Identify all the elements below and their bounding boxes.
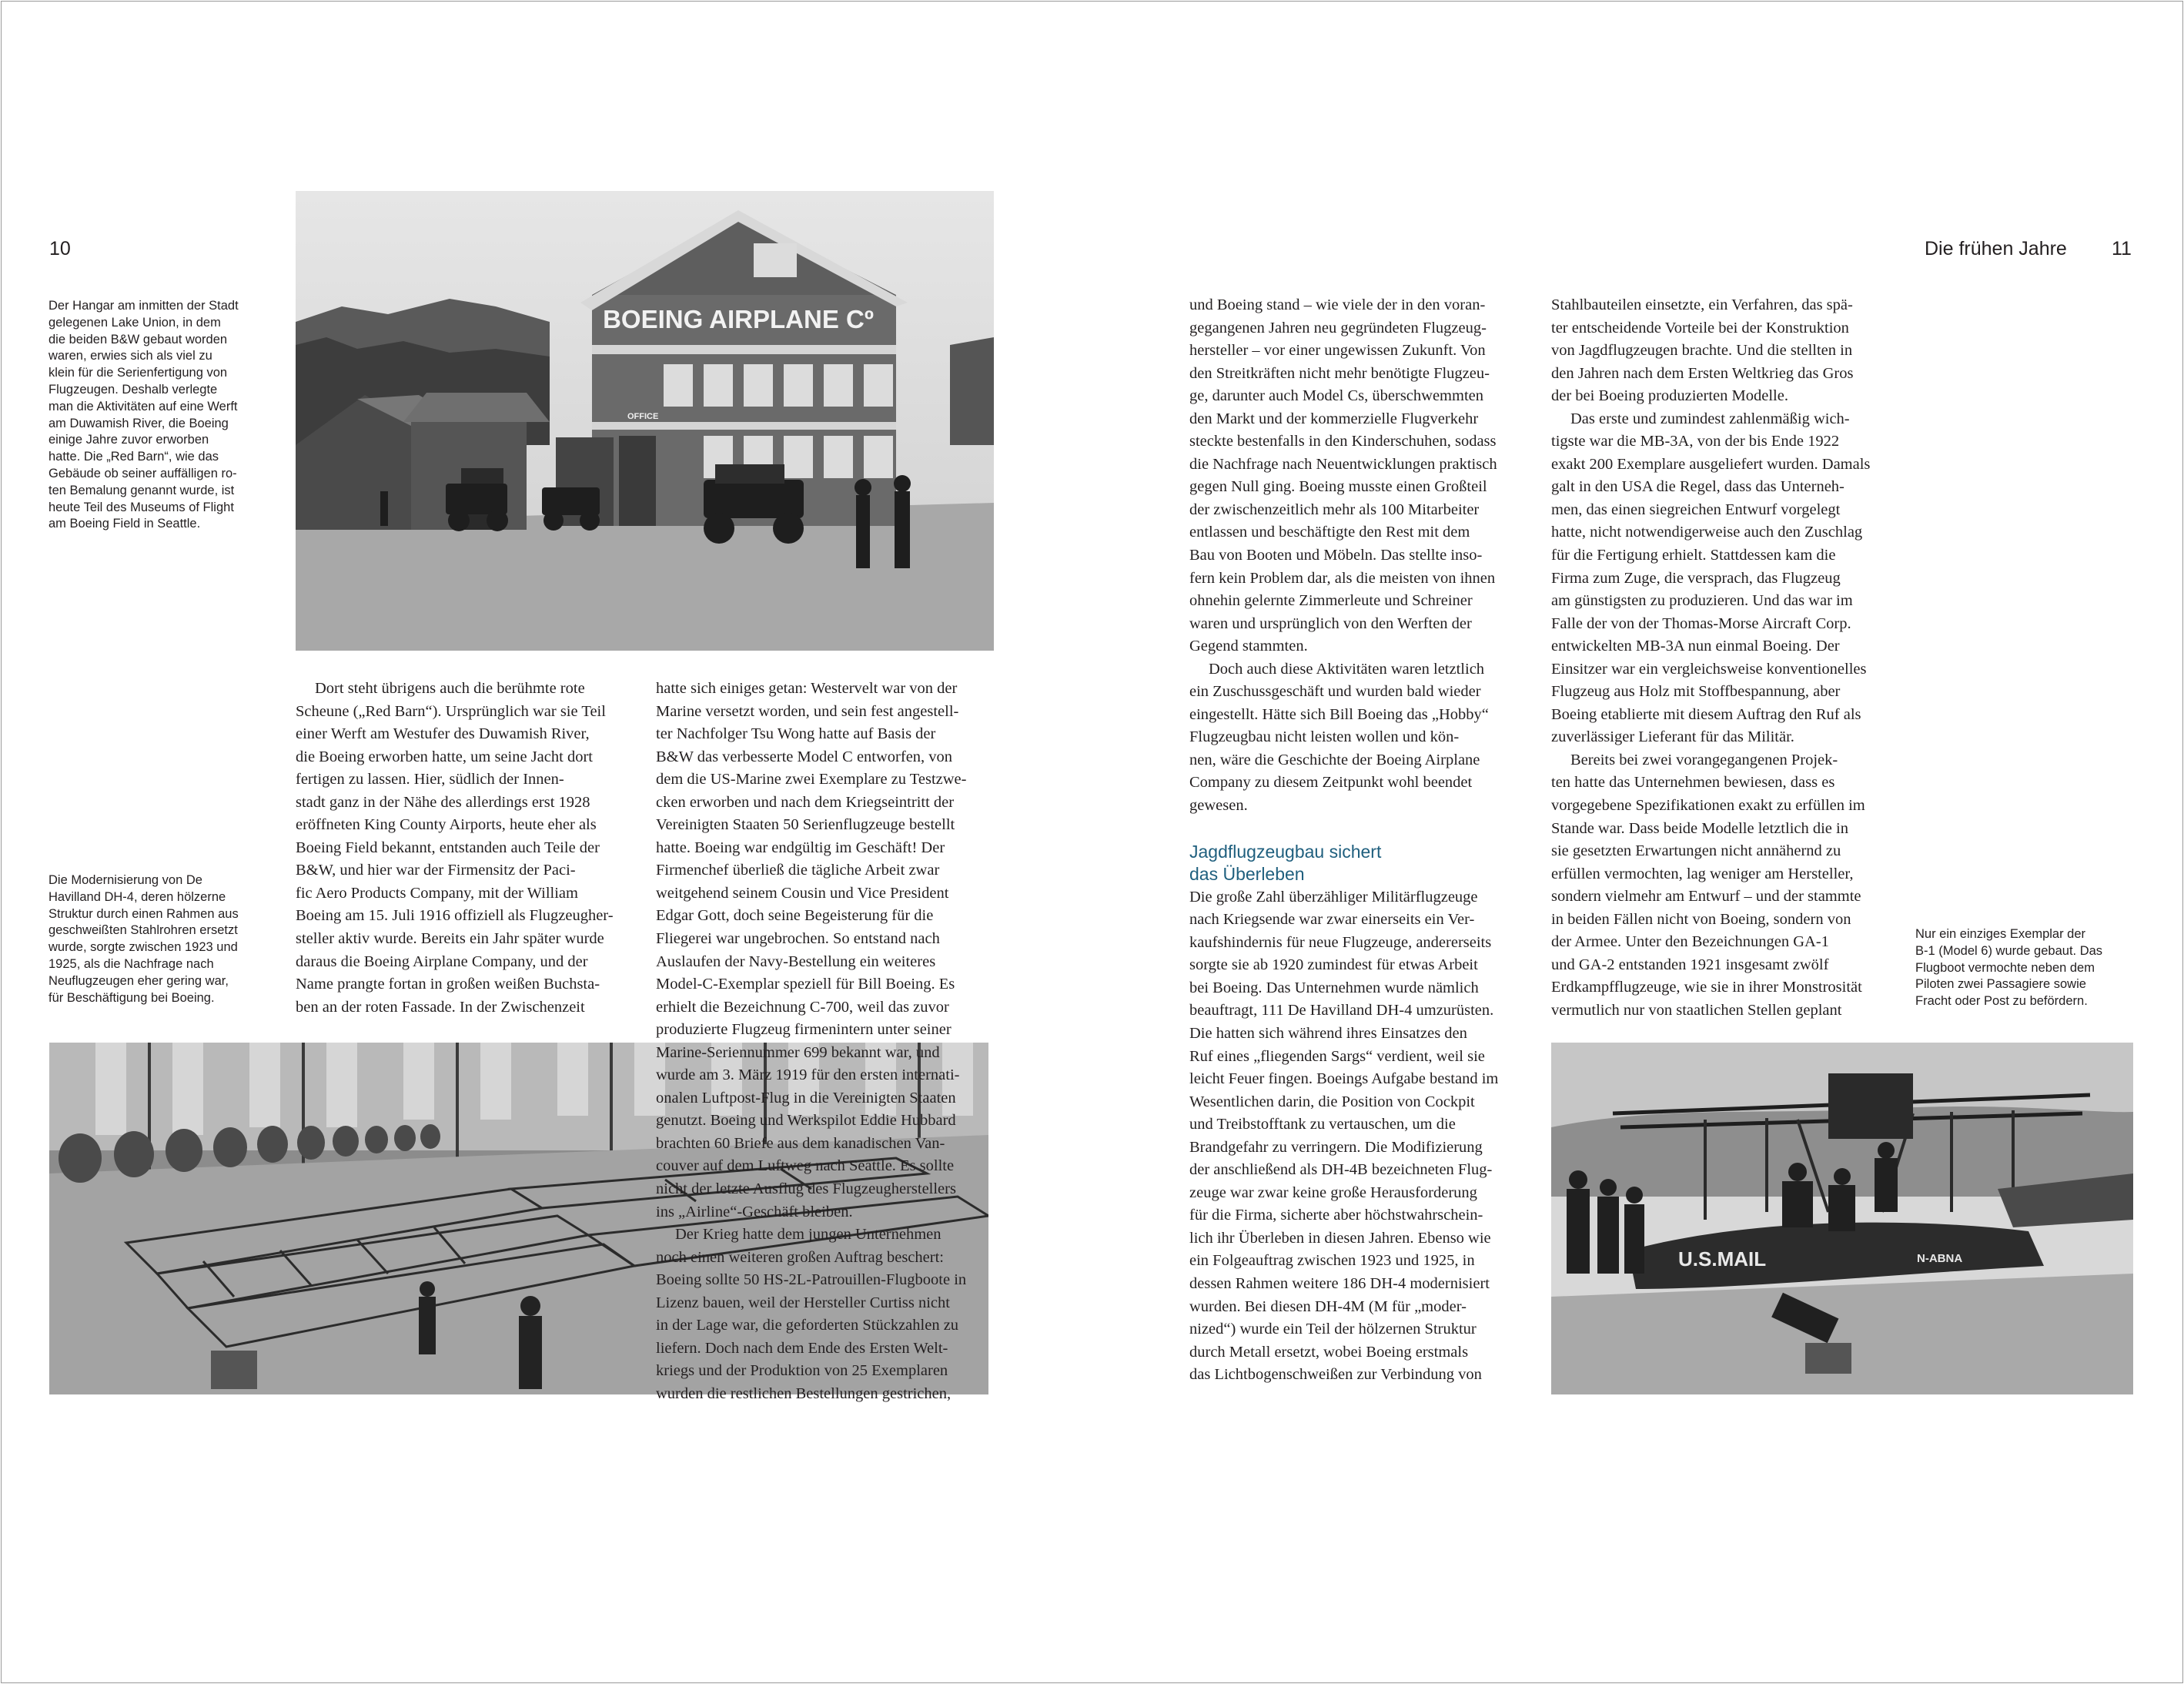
paragraph: Dort steht übrigens auch die berühmte rote Scheune („Red Barn“). Ursprünglich war sie Teil einer Werft am Westufer des Duwamish River, die Boeing erworben hatte, um seine Jacht dort fertigen zu lassen. Hier, südlich der Innen- stadt ganz in der Nähe des allerdings erst 1928 eröffneten King County Airports, heute eher als Boeing Field bekannt, entstanden auch Teile der B&W, und hier war der Firmensitz der Paci- fic Aero Products Company, mit der William Boeing am 15. Juli 1916 offiziell als Flugzeugher- steller aktiv wurde. Bereits ein Jahr später wurde daraus die Boeing Airplane Company, und der Name prangte fortan in großen weißen Buchsta- ben an der roten Fassade. In der Zwischenzeit	[296, 680, 614, 1016]
paragraph: Stahlbauteilen einsetzte, ein Verfahren, das spä- ter entscheidende Vorteile bei der Konstruktion von Jagdflugzeugen brachte. Und die stellten in den Jahren nach dem Ersten Weltkrieg das Gros der bei Boeing produzierten Modelle.	[1551, 296, 1854, 405]
paragraph: Bereits bei zwei vorangegangenen Projek- ten hatte das Unternehmen bewiesen, dass es vorgegebene Spezifikationen exakt zu erfüllen im Stande war. Dass beide Modelle letztlich die in sie gesetzten Erwartungen nicht annähernd zu erfüllen vermochten, lag weniger am Hersteller, sondern vielmehr am Entwurf – und der stammte in beiden Fällen nicht von Boeing, sondern von der Armee. Unter den Bezeichnungen GA-1 und GA-2 entstanden 1921 insgesamt zwölf Erdkampfflugzeuge, wie sie in ihrer Monstrosität vermutlich nur von staatlichen Stellen geplant	[1551, 751, 1865, 1019]
subheading: Jagdflugzeugbau sichert das Überleben	[1189, 841, 1382, 885]
paragraph: Die große Zahl überzähliger Militärflugzeuge nach Kriegsende war zwar einerseits ein Ver- kaufshindernis für neue Flugzeuge, andererseits sorgte sie ab 1920 zumindest für etwas Arbeit bei Boeing. Das Unternehmen wurde nämlich beauftragt, 111 De Havilland DH-4 umzurüsten. Die hatten sich während ihres Einsatzes den Ruf eines „fliegenden Sargs“ verdient, weil sie leicht Feuer fingen. Boeings Aufgabe bestand im Wesentlichen darin, die Position von Cockpit und Treibstofftank zu vertauschen, um die Brandgefahr zu verringern. Die Modifizierung der anschließend als DH-4B bezeichneten Flug- zeuge war zwar keine große Herausforderung für die Firma, sicherte aber höchstwahrschein- lich ihr Überleben in diesen Jahren. Ebenso wie ein Folgeauftrag zwischen 1923 und 1925, in dessen Rahmen weitere 186 DH-4 modernisiert wurden. Bei diesen DH-4M (M für „moder- nized“) wurde ein Teil der hölzernen Struktur durch Metall ersetzt, wobei Boeing erstmals das Lichtbogenschweißen zur Verbindung von	[1189, 888, 1499, 1384]
caption-hangar: Der Hangar am inmitten der Stadt gelegenen Lake Union, in dem die beiden B&W gebaut worden waren, erwies sich als viel zu klein für die Serienfertigung von Flugzeugen. Deshalb verlegte man die Aktivitäten auf eine Werft am Duwamish River, die Boeing einige Jahre zuvor erworben hatte. Die „Red Barn“, wie das Gebäude ob seiner auffälligen ro- ten Bemalung genannt wurde, ist heute Teil des Museums of Flight am Boeing Field in Seattle.	[48, 299, 239, 531]
photo-red-barn	[296, 191, 994, 651]
paragraph: hatte sich einiges getan: Westervelt war von der Marine versetzt worden, und sein fest angestell- ter Nachfolger Tsu Wong hatte auf Basis der B&W das verbesserte Model C entworfen, von dem die US-Marine zwei Exemplare zu Testzwe- cken erworben und nach dem Kriegseintritt der Vereinigten Staaten 50 Serienflugzeuge bestellt hatte. Boeing war endgültig im Geschäft! Der Firmenchef überließ die tägliche Arbeit zwar weitgehend seinem Cousin und Vice President Edgar Gott, doch seine Begeisterung für die Fliegerei war ungebrochen. So entstand nach Auslaufen der Navy-Bestellung ein weiteres Model-C-Exemplar speziell für Bill Boeing. Es erhielt die Bezeichnung C-700, weil das zuvor produzierte Flugzeug firmenintern unter seiner Marine-Seriennummer 699 bekannt war, und wurde am 3. März 1919 für den ersten internati- onalen Luftpost-Flug in die Vereinigten Staaten genutzt. Boeing und Werkspilot Eddie Hubbard brachten 60 Briefe aus dem kanadischen Van- couver auf dem Luftweg nach Seattle. Es sollte nicht der letzte Ausflug des Flugzeugherstellers ins „Airline“-Geschäft bleiben.	[656, 680, 967, 1220]
body-column-3	[1189, 294, 1528, 1387]
red-barn-sign-text: BOEING AIRPLANE Cº	[603, 305, 874, 333]
paragraph: Das erste und zumindest zahlenmäßig wich- tigste war die MB-3A, von der bis Ende 1922 exakt 200 Exemplare ausgeliefert wurden. Damals galt in den USA die Regel, dass das Unterneh- men, das einen siegreichen Entwurf vorgelegt hatte, nicht notwendigerweise auch den Zuschlag für die Fertigung erhielt. Stattdessen kam die Firma zum Zuge, die versprach, das Flugzeug am günstigsten zu produzieren. Und das war im Falle der von der Thomas-Morse Aircraft Corp. entwickelten MB-3A nun einmal Boeing. Der Einsitzer war ein vergleichsweise konventionelles Flugzeug aus Holz mit Stoffbespannung, aber Boeing etablierte mit diesem Auftrag den Ruf als zuverlässiger Lieferant für das Militär.	[1551, 410, 1871, 746]
red-barn-office-text: OFFICE	[627, 412, 659, 421]
caption-dh4: Die Modernisierung von De Havilland DH-4, deren hölzerne Struktur durch einen Rahmen aus geschweißten Stahlrohren ersetzt wurde, sorgte zwischen 1923 und 1925, als die Nachfrage nach Neuflugzeugen eher gering war, für Beschäftigung bei Boeing.	[48, 873, 239, 1005]
right-page-number: 11	[2112, 238, 2132, 259]
b1-hull-label: U.S.MAIL	[1678, 1247, 1767, 1271]
b1-registration: N-ABNA	[1917, 1252, 1963, 1265]
left-page-number: 10	[49, 238, 71, 259]
paragraph: und Boeing stand – wie viele der in den voran- gegangenen Jahren neu gegründeten Flugzeug- hersteller – vor einer ungewissen Zukunft. Von den Streitkräften nicht mehr benötigte Flugzeu- ge, darunter auch Model Cs, überschwemmten den Markt und der kommerzielle Flugverkehr steckte bestenfalls in den Kinderschuhen, sodass die Nachfrage nach Neuentwicklungen praktisch gegen Null ging. Boeing musste einen Großteil der zwischenzeitlich mehr als 100 Mitarbeiter entlassen und beschäftigte den Rest mit dem Bau von Booten und Möbeln. Das stellte inso- fern kein Problem dar, als die meisten von ihnen ohnehin gelernte Zimmerleute und Schreiner waren und ursprünglich von den Werften der Gegend stammten.	[1189, 296, 1497, 655]
running-head: Die frühen Jahre	[1925, 238, 2067, 259]
caption-b1: Nur ein einziges Exemplar der B-1 (Model 6) wurde gebaut. Das Flugboot vermochte neben dem Piloten zwei Passagiere sowie Fracht oder Post zu befördern.	[1915, 927, 2103, 1009]
paragraph: Doch auch diese Aktivitäten waren letztlich ein Zuschussgeschäft und wurden bald wieder eingestellt. Hätte sich Bill Boeing das „Hobby“ Flugzeugbau nicht leisten wollen und kön- nen, wäre die Geschichte der Boeing Airplane Company zu diesem Zeitpunkt wohl beendet gewesen.	[1189, 660, 1489, 815]
body-column-2	[656, 678, 995, 1406]
paragraph: Der Krieg hatte dem jungen Unternehmen noch einen weiteren großen Auftrag beschert: Boeing sollte 50 HS-2L-Patrouillen-Flugboote in Lizenz bauen, weil der Hersteller Curtiss nicht in der Lage war, die geforderten Stückzahlen zu liefern. Doch nach dem Ende des Ersten Welt- kriegs und der Produktion von 25 Exemplaren wurden die restlichen Bestellungen gestrichen,	[656, 1226, 967, 1402]
body-column-1	[296, 678, 634, 1019]
photo-b1-flying-boat	[1551, 1043, 2133, 1394]
body-column-4	[1551, 294, 1890, 1023]
